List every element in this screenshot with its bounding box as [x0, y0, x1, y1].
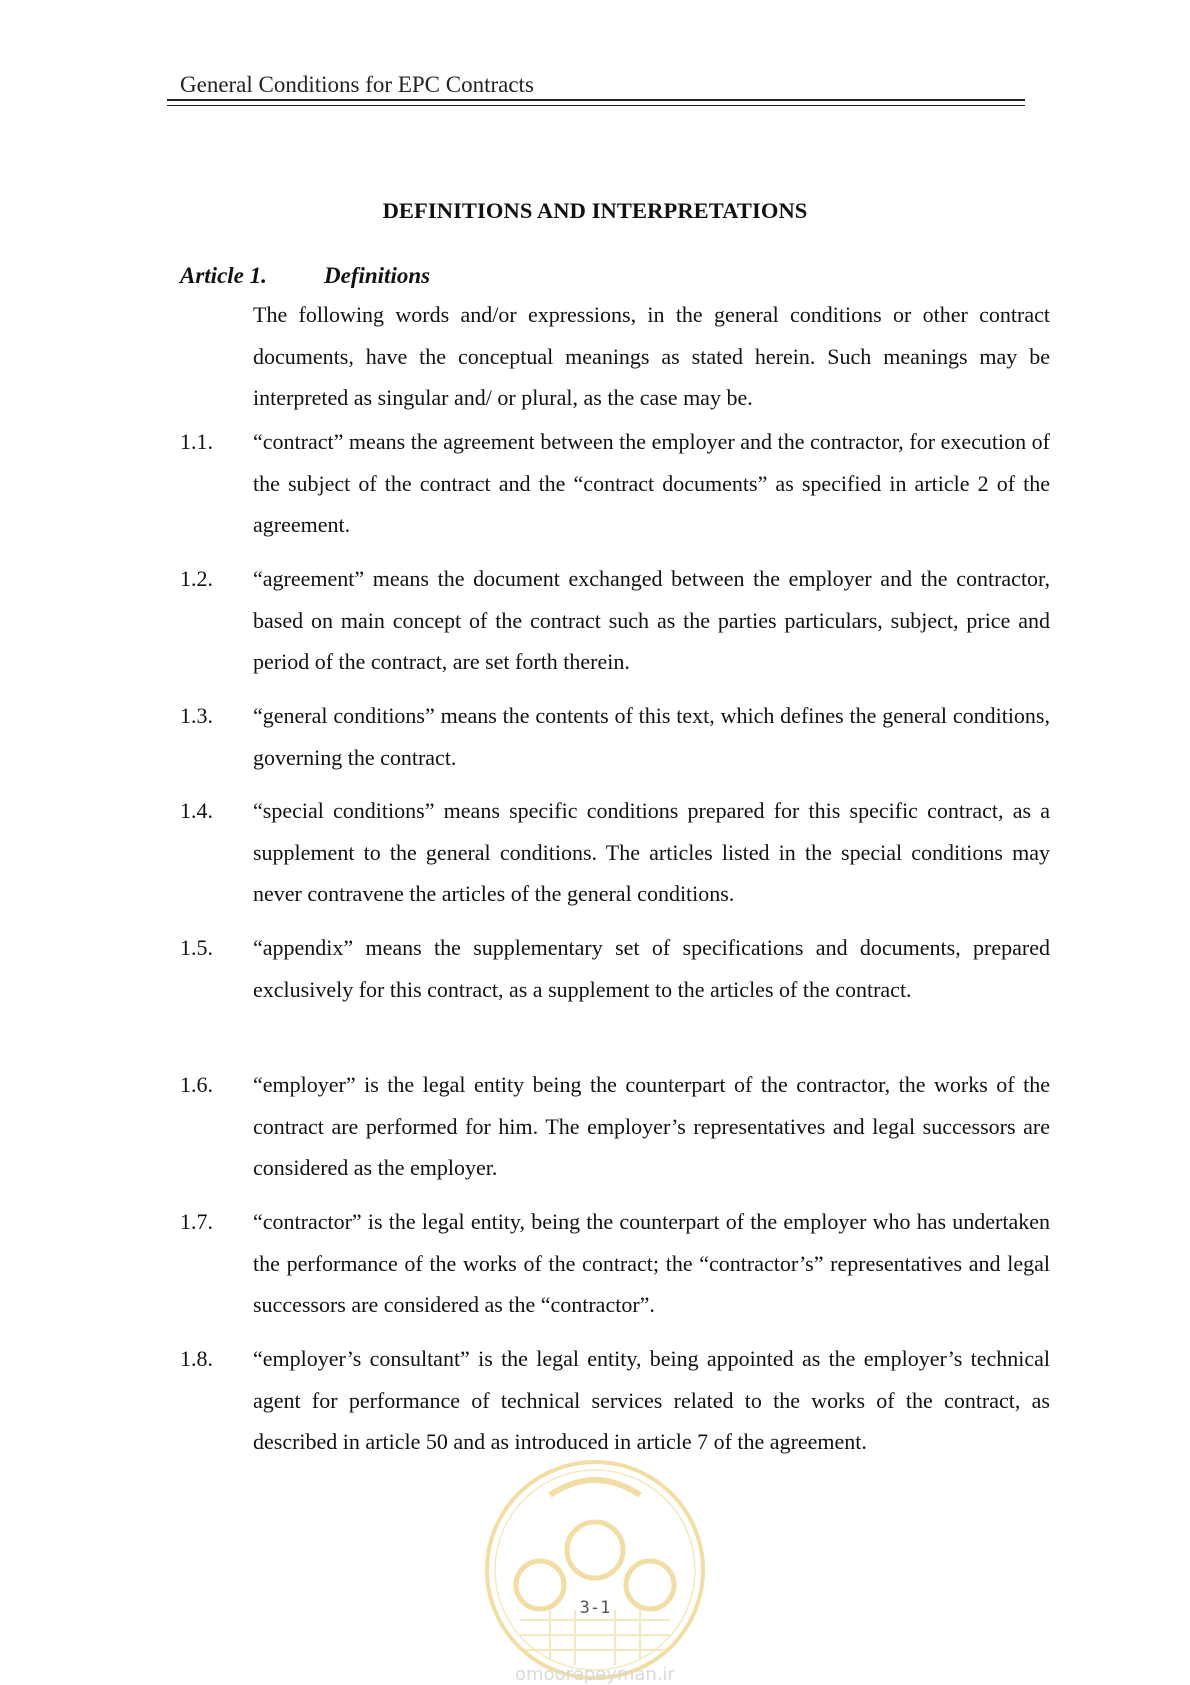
clause-text: “employer” is the legal entity being the counterpart of the contractor, the works of the contract are performed for him. The employer’s representatives and legal successors are considered as the employer.: [253, 1072, 1050, 1180]
clause-text: “general conditions” means the contents of this text, which defines the general conditions, governing the contract.: [253, 703, 1050, 770]
clause-number: 1.4.: [180, 798, 213, 823]
header-title: General Conditions for EPC Contracts: [180, 72, 534, 97]
article-title: Definitions: [324, 263, 431, 288]
clause-number: 1.1.: [180, 429, 213, 454]
clause-number: 1.7.: [180, 1209, 213, 1234]
clause-number: 1.3.: [180, 703, 213, 728]
article-number: Article 1.: [180, 263, 267, 288]
clause-number: 1.6.: [180, 1072, 213, 1097]
clause-text: “contract” means the agreement between the employer and the contractor, for execution of the subject of the contract and the “contract documents” as specified in article 2 of the agreement.: [253, 429, 1050, 537]
clause-number: 1.8.: [180, 1346, 213, 1371]
watermark-url: omoorepeyman.ir: [515, 1664, 675, 1685]
clause-1-2: [180, 558, 1050, 683]
page-number: 3-1: [579, 1598, 611, 1618]
clause-1-3: [180, 695, 1050, 778]
intro-paragraph: The following words and/or expressions, in the general conditions or other contract documents, have the conceptual meanings as stated herein. Such meanings may be interpreted as singular and/ or plural, as the case may be.: [253, 302, 1050, 410]
clause-1-8: [180, 1338, 1050, 1463]
clause-text: “special conditions” means specific conditions prepared for this specific contract, as a supplement to the general conditions. The articles listed in the special conditions may never contravene the articles of the general conditions.: [253, 798, 1050, 906]
clause-text: “appendix” means the supplementary set of specifications and documents, prepared exclusively for this contract, as a supplement to the articles of the contract.: [253, 935, 1050, 1002]
clause-1-7: [180, 1201, 1050, 1326]
clause-1-1: [180, 421, 1050, 546]
clause-1-5: [180, 927, 1050, 1010]
watermark-seal-icon: [480, 1455, 710, 1685]
clause-number: 1.5.: [180, 935, 213, 960]
clause-text: “contractor” is the legal entity, being the counterpart of the employer who has undertaken the performance of the works of the contract; the “contractor’s” representatives and legal successors are considered as the “contractor”.: [253, 1209, 1050, 1317]
clause-1-4: [180, 790, 1050, 915]
clause-1-6: [180, 1064, 1050, 1189]
header-rule: [167, 99, 1025, 106]
article-heading: [180, 263, 430, 289]
section-heading: DEFINITIONS AND INTERPRETATIONS: [382, 198, 808, 223]
clause-text: “employer’s consultant” is the legal entity, being appointed as the employer’s technical agent for performance of technical services related to the works of the contract, as described in article 50 and as introduced in article 7 of the agreement.: [253, 1346, 1050, 1454]
clause-text: “agreement” means the document exchanged between the employer and the contractor, based on main concept of the contract such as the parties particulars, subject, price and period of the contract, are set forth therein.: [253, 566, 1050, 674]
clause-number: 1.2.: [180, 566, 213, 591]
